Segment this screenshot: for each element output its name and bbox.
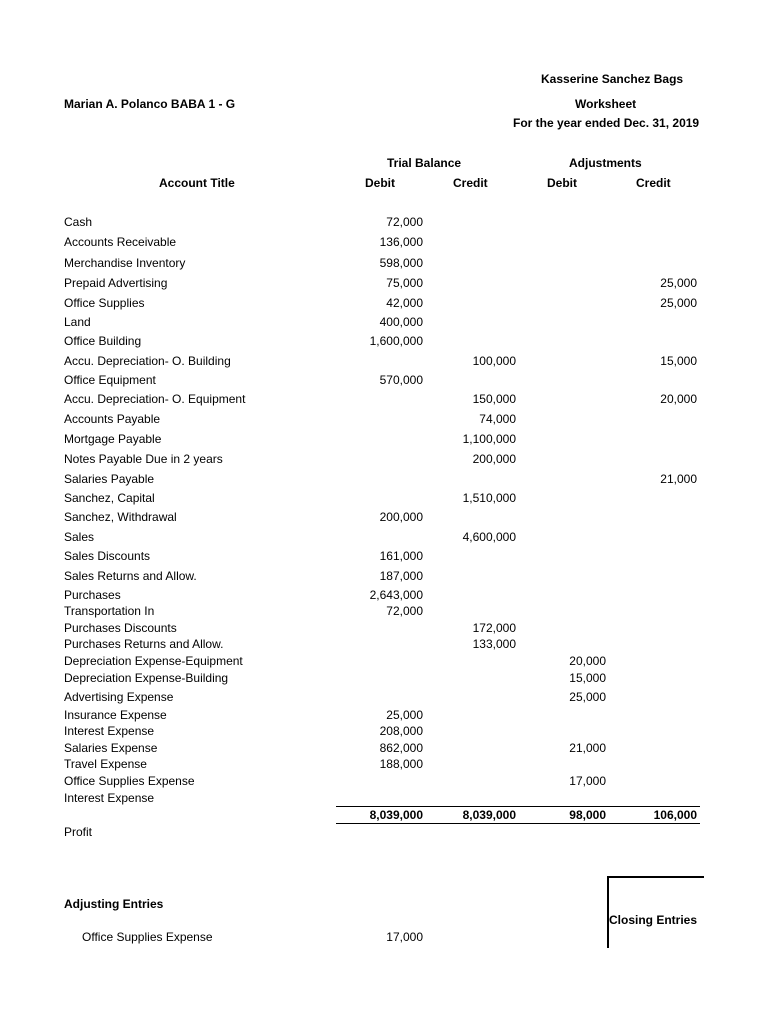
tb-debit-heading: Debit	[365, 176, 395, 190]
account-title: Purchases Returns and Allow.	[64, 637, 224, 651]
account-title: Prepaid Advertising	[64, 276, 168, 290]
account-title: Interest Expense	[64, 724, 155, 738]
adj-debit-cell: 25,000	[569, 690, 606, 704]
account-title: Travel Expense	[64, 757, 147, 771]
trial-credit-cell: 74,000	[479, 412, 516, 426]
adjusting-entry-title: Office Supplies Expense	[82, 930, 213, 944]
trial-credit-cell: 100,000	[472, 354, 516, 368]
account-title: Cash	[64, 215, 93, 229]
total-tb-credit: 8,039,000	[462, 808, 516, 822]
profit-label: Profit	[64, 825, 93, 839]
account-title: Sales Discounts	[64, 549, 151, 563]
adj-debit-heading: Debit	[547, 176, 577, 190]
adj-debit-cell: 17,000	[569, 774, 606, 788]
account-title: Purchases	[64, 588, 121, 602]
trial-balance-heading: Trial Balance	[387, 156, 462, 170]
account-title: Office Supplies	[64, 296, 145, 310]
trial-credit-cell: 4,600,000	[462, 530, 516, 544]
account-title-heading: Account Title	[159, 176, 235, 190]
adj-credit-cell: 21,000	[660, 472, 697, 486]
adj-credit-cell: 15,000	[660, 354, 697, 368]
company-name: Kasserine Sanchez Bags	[541, 72, 684, 86]
totals-rule	[336, 806, 700, 807]
trial-debit-cell: 75,000	[386, 276, 423, 290]
trial-credit-cell: 133,000	[472, 637, 516, 651]
trial-debit-cell: 2,643,000	[369, 588, 423, 602]
adjusting-entry-amount: 17,000	[386, 930, 423, 944]
trial-credit-cell: 172,000	[472, 621, 516, 635]
account-title: Accu. Depreciation- O. Building	[64, 354, 231, 368]
trial-debit-cell: 188,000	[379, 757, 423, 771]
total-adj-debit: 98,000	[569, 808, 606, 822]
account-title: Salaries Payable	[64, 472, 155, 486]
account-title: Sales Returns and Allow.	[64, 569, 197, 583]
report-period: For the year ended Dec. 31, 2019	[513, 116, 700, 130]
totals-underline	[336, 823, 700, 824]
account-title: Depreciation Expense-Equipment	[64, 654, 243, 668]
total-adj-credit: 106,000	[653, 808, 697, 822]
trial-debit-cell: 598,000	[379, 256, 423, 270]
trial-debit-cell: 570,000	[379, 373, 423, 387]
report-title: Worksheet	[575, 97, 637, 111]
adj-debit-cell: 15,000	[569, 671, 606, 685]
adjusting-entries-heading: Adjusting Entries	[64, 897, 164, 911]
account-title: Land	[64, 315, 91, 329]
account-title: Accounts Receivable	[64, 235, 177, 249]
trial-debit-cell: 200,000	[379, 510, 423, 524]
adj-debit-cell: 20,000	[569, 654, 606, 668]
trial-debit-cell: 187,000	[379, 569, 423, 583]
account-title: Office Equipment	[64, 373, 156, 387]
trial-credit-cell: 200,000	[472, 452, 516, 466]
trial-debit-cell: 862,000	[379, 741, 423, 755]
trial-debit-cell: 72,000	[386, 604, 423, 618]
adj-credit-cell: 20,000	[660, 392, 697, 406]
period-clip	[513, 116, 700, 130]
closing-clip	[609, 913, 700, 927]
account-title: Depreciation Expense-Building	[64, 671, 229, 685]
account-title: Mortgage Payable	[64, 432, 162, 446]
trial-credit-cell: 150,000	[472, 392, 516, 406]
account-title: Purchases Discounts	[64, 621, 177, 635]
trial-debit-cell: 161,000	[379, 549, 423, 563]
trial-debit-cell: 42,000	[386, 296, 423, 310]
account-title: Merchandise Inventory	[64, 256, 186, 270]
account-title: Notes Payable Due in 2 years	[64, 452, 223, 466]
account-title: Accounts Payable	[64, 412, 161, 426]
trial-debit-cell: 208,000	[379, 724, 423, 738]
account-title: Sanchez, Capital	[64, 491, 155, 505]
account-title: Accu. Depreciation- O. Equipment	[64, 392, 246, 406]
account-title: Advertising Expense	[64, 690, 174, 704]
adjustments-heading: Adjustments	[569, 156, 642, 170]
trial-credit-cell: 1,510,000	[462, 491, 516, 505]
trial-debit-cell: 72,000	[386, 215, 423, 229]
student-name: Marian A. Polanco BABA 1 - G	[64, 97, 236, 111]
trial-debit-cell: 1,600,000	[369, 334, 423, 348]
account-title: Sanchez, Withdrawal	[64, 510, 177, 524]
closing-entries-heading: Closing Entries	[609, 913, 698, 927]
adj-credit-cell: 25,000	[660, 296, 697, 310]
adj-debit-cell: 21,000	[569, 741, 606, 755]
trial-debit-cell: 400,000	[379, 315, 423, 329]
trial-debit-cell: 136,000	[379, 235, 423, 249]
tb-credit-heading: Credit	[453, 176, 488, 190]
total-tb-debit: 8,039,000	[369, 808, 423, 822]
adj-credit-cell: 25,000	[660, 276, 697, 290]
closing-entries-box	[607, 876, 704, 948]
account-title: Office Building	[64, 334, 142, 348]
account-title: Office Supplies Expense	[64, 774, 195, 788]
trial-debit-cell: 25,000	[386, 708, 423, 722]
account-title: Interest Expense	[64, 791, 155, 805]
account-title: Salaries Expense	[64, 741, 158, 755]
account-title: Sales	[64, 530, 95, 544]
account-title: Transportation In	[64, 604, 155, 618]
adj-credit-heading: Credit	[636, 176, 671, 190]
trial-credit-cell: 1,100,000	[462, 432, 516, 446]
account-title: Insurance Expense	[64, 708, 167, 722]
